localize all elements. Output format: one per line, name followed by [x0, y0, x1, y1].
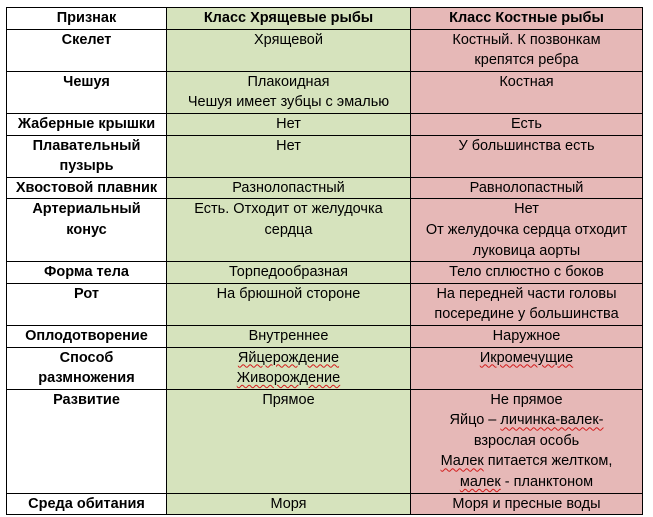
- cartilaginous-cell: [167, 199, 411, 262]
- feature-cell: [7, 71, 167, 113]
- cartilaginous-cell: [167, 493, 411, 515]
- cell-line: Нет: [276, 137, 301, 154]
- header-bony-fish: Класс Костные рыбы: [411, 8, 643, 30]
- cell-line: Нет: [514, 201, 539, 218]
- cell-line: Живорождение: [236, 370, 341, 387]
- cell-line: Не прямое: [490, 391, 563, 408]
- cell-line: пузырь: [59, 158, 114, 175]
- table-row: [7, 283, 643, 325]
- cell-line: Есть. Отходит от желудочка: [194, 201, 383, 218]
- cell-line: Развитие: [53, 391, 120, 408]
- cell-line: Костная: [499, 73, 554, 90]
- table-row: [7, 71, 643, 113]
- cell-line: Рот: [74, 285, 99, 302]
- cartilaginous-cell: [167, 325, 411, 347]
- cell-line: взрослая особь: [473, 432, 580, 449]
- bony-cell: [411, 262, 643, 284]
- feature-cell: [7, 113, 167, 135]
- cartilaginous-cell: [167, 262, 411, 284]
- feature-cell: [7, 135, 167, 177]
- table-row: [7, 135, 643, 177]
- cell-line: На передней части головы: [436, 285, 617, 302]
- cell-line: Жаберные крышки: [17, 115, 156, 132]
- cell-line: Способ: [59, 349, 114, 366]
- bony-cell: [411, 71, 643, 113]
- feature-cell: [7, 325, 167, 347]
- cell-line: Есть: [511, 115, 542, 132]
- header-feature: Признак: [7, 8, 167, 30]
- cell-line: Наружное: [492, 327, 561, 344]
- cell-line: От желудочка сердца отходит: [425, 221, 628, 238]
- cell-line: На брюшной стороне: [216, 285, 361, 302]
- feature-cell: [7, 493, 167, 515]
- cell-line: Хвостовой плавник: [15, 179, 158, 196]
- cell-line: Чешуя имеет зубцы с эмалью: [187, 94, 390, 111]
- cell-line: Моря: [270, 495, 307, 512]
- cell-line: луковица аорты: [472, 242, 581, 259]
- cartilaginous-cell: [167, 29, 411, 71]
- cartilaginous-cell: [167, 389, 411, 493]
- cell-line: Среда обитания: [28, 495, 145, 512]
- cell-line: У большинства есть: [458, 137, 595, 154]
- bony-cell: [411, 199, 643, 262]
- cell-line: крепятся ребра: [474, 52, 579, 69]
- table-row: [7, 199, 643, 262]
- cell-line: Плакоидная: [247, 73, 330, 90]
- feature-cell: [7, 262, 167, 284]
- feature-cell: [7, 177, 167, 199]
- cell-line: Форма тела: [44, 264, 129, 281]
- cell-line: Прямое: [262, 391, 315, 408]
- cell-line: Внутреннее: [248, 327, 329, 344]
- cell-line: Плавательный: [32, 137, 141, 154]
- table-row: [7, 389, 643, 493]
- cartilaginous-cell: [167, 113, 411, 135]
- cell-line: Костный. К позвонкам: [452, 31, 601, 48]
- bony-cell: [411, 113, 643, 135]
- cartilaginous-cell: [167, 177, 411, 199]
- cell-line: посередине у большинства: [434, 306, 619, 323]
- cell-line: Малек питается желтком,: [440, 453, 613, 470]
- feature-cell: [7, 347, 167, 389]
- cell-line: Икромечущие: [479, 349, 574, 366]
- cell-line: малек - планктоном: [459, 474, 594, 491]
- cell-line: Нет: [276, 115, 301, 132]
- table-row: [7, 29, 643, 71]
- cartilaginous-cell: [167, 283, 411, 325]
- table-row: [7, 113, 643, 135]
- cartilaginous-cell: [167, 71, 411, 113]
- bony-cell: [411, 325, 643, 347]
- bony-cell: [411, 347, 643, 389]
- cell-line: Оплодотворение: [25, 327, 148, 344]
- cell-line: Скелет: [61, 31, 112, 48]
- bony-cell: [411, 135, 643, 177]
- cell-line: конус: [66, 221, 107, 238]
- cell-line: Яйцерождение: [237, 349, 340, 366]
- cartilaginous-cell: [167, 347, 411, 389]
- document-area: [6, 7, 643, 515]
- cell-line: сердца: [264, 221, 313, 238]
- table-row: [7, 493, 643, 515]
- feature-cell: [7, 29, 167, 71]
- bony-cell: [411, 493, 643, 515]
- cartilaginous-cell: [167, 135, 411, 177]
- feature-cell: [7, 283, 167, 325]
- header-cartilaginous-fish: Класс Хрящевые рыбы: [167, 8, 411, 30]
- table-row: [7, 262, 643, 284]
- cell-line: Хрящевой: [254, 31, 323, 48]
- bony-cell: [411, 177, 643, 199]
- cell-line: Чешуя: [63, 73, 110, 90]
- feature-cell: [7, 389, 167, 493]
- cell-line: Равнолопастный: [469, 179, 584, 196]
- cell-line: Тело сплюстно с боков: [449, 264, 604, 281]
- fish-comparison-table: [6, 7, 643, 515]
- cell-line: Моря и пресные воды: [452, 495, 601, 512]
- table-row: [7, 347, 643, 389]
- table-row: [7, 177, 643, 199]
- header-row: [7, 8, 643, 30]
- cell-line: размножения: [38, 370, 135, 387]
- feature-cell: [7, 199, 167, 262]
- cell-line: Яйцо – личинка-валек-: [449, 412, 604, 429]
- bony-cell: [411, 29, 643, 71]
- cell-line: Разнолопастный: [232, 179, 345, 196]
- bony-cell: [411, 283, 643, 325]
- cell-line: Артериальный: [32, 201, 141, 218]
- cell-line: Торпедообразная: [229, 264, 348, 281]
- table-row: [7, 325, 643, 347]
- bony-cell: [411, 389, 643, 493]
